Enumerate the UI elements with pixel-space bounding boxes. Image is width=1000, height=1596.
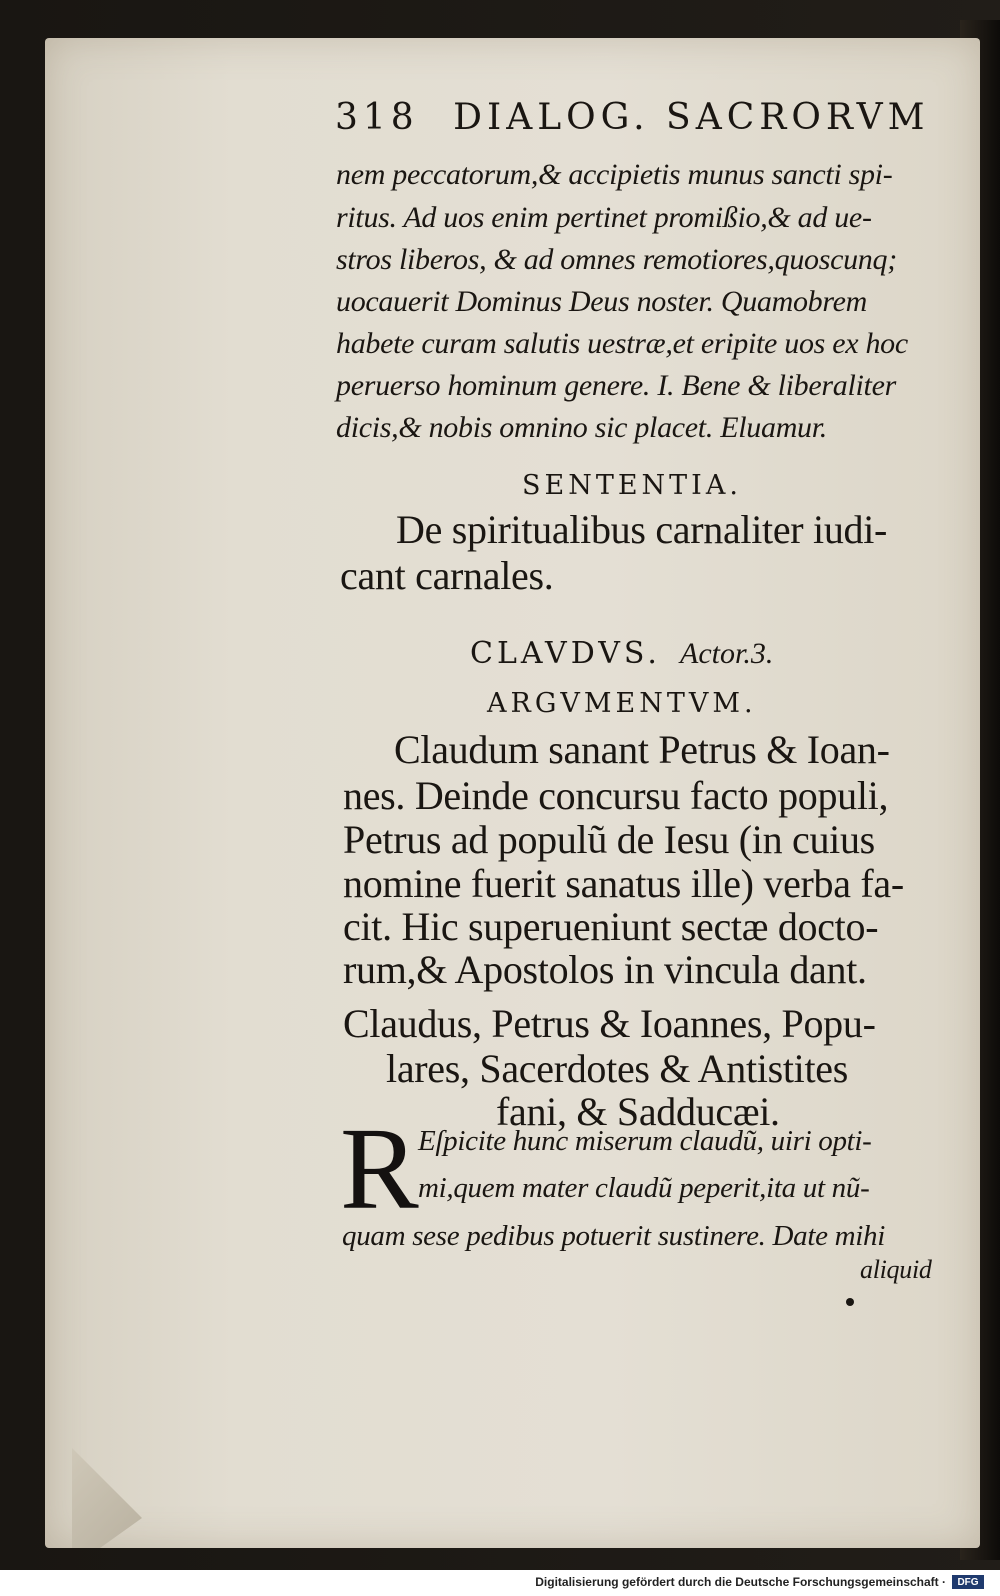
running-title: DIALOG. SACRORVM (453, 97, 930, 138)
argumentum-line: rum,& Apostolos in vincula dant. (343, 947, 867, 992)
dfg-logo: DFG (952, 1575, 984, 1589)
text-line: uocauerit Dominus Deus noster. Quamobrem (336, 285, 868, 318)
argumentum-line: Petrus ad populũ de Iesu (in cuius (343, 817, 875, 862)
argumentum-line: cit. Hic superueniunt sectæ docto- (343, 904, 879, 949)
text-line: habete curam salutis uestræ,et eripite uos ex hoc (336, 327, 908, 360)
sententia-line: cant carnales. (340, 553, 554, 598)
catchword: aliquid (860, 1255, 932, 1284)
footer-credit: Digitalisierung gefördert durch die Deutsche Forschungsgemeinschaft · (535, 1575, 946, 1589)
claudus-heading: CLAVDVS. (470, 636, 661, 671)
text-line: stros liberos, & ad omnes remotiores,quoscunq; (336, 243, 897, 276)
personae-line: Claudus, Petrus & Ioannes, Popu- (343, 1001, 876, 1046)
argumentum-line: nomine fuerit sanatus ille) verba fa- (343, 861, 904, 906)
personae-line: fani, & Sadducæi. (496, 1089, 780, 1134)
text-line: ritus. Ad uos enim pertinet promißio,& ad ue- (336, 201, 872, 234)
personae-line: lares, Sacerdotes & Antistites (386, 1046, 849, 1091)
text-line: peruerso hominum genere. I. Bene & liberaliter (336, 369, 896, 402)
text-line: dicis,& nobis omnino sic placet. Eluamur. (336, 411, 828, 444)
dialogue-line: quam sese pedibus potuerit sustinere. Date mihi (342, 1220, 886, 1252)
drop-cap-initial: R (340, 1103, 419, 1234)
argumentum-line: nes. Deinde concursu facto populi, (343, 773, 889, 818)
argumentum-heading: ARGVMENTVM. (487, 688, 757, 719)
sententia-heading: SENTENTIA. (522, 470, 742, 501)
dialogue-line: mi,quem mater claudũ peperit,ita ut nũ- (418, 1172, 870, 1204)
ink-mark (846, 1298, 854, 1306)
section-heading (470, 636, 773, 671)
footer-bar (0, 1570, 1000, 1596)
text-line: nem peccatorum,& accipietis munus sancti spi- (336, 158, 893, 191)
argumentum-line: Claudum sanant Petrus & Ioan- (394, 727, 890, 772)
running-header (335, 97, 930, 138)
scripture-reference: Actor.3. (680, 637, 774, 670)
sententia-line: De spiritualibus carnaliter iudi- (396, 507, 888, 552)
page-number: 318 (335, 97, 419, 138)
dialogue-line: Eſpicite hunc miserum claudũ, uiri opti- (418, 1125, 872, 1157)
